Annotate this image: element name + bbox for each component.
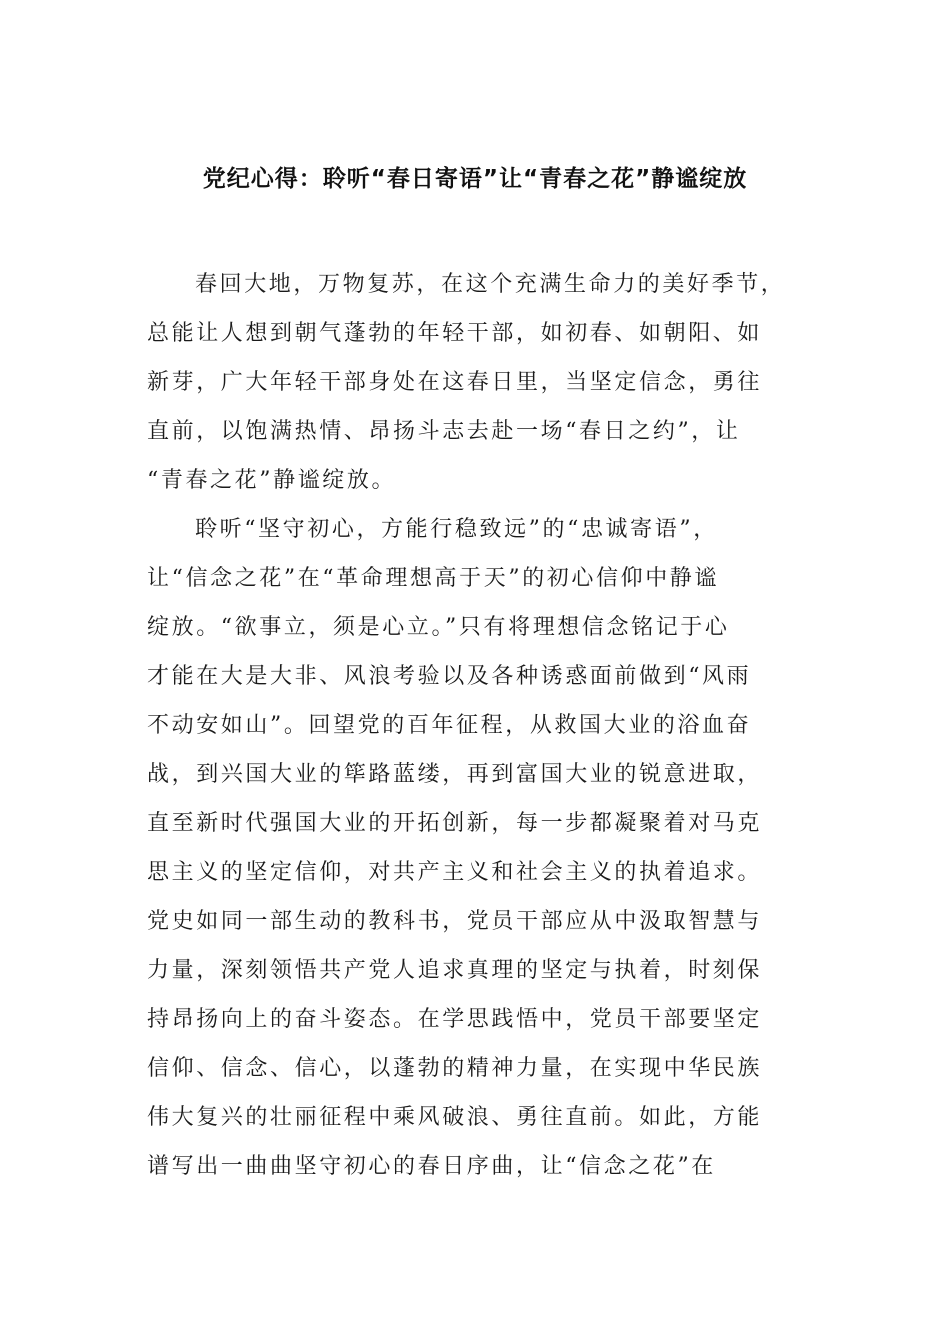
document-title: 党纪心得：聆听“春日寄语”让“青春之花”静谧绽放 xyxy=(202,166,748,192)
paragraph-2-line-11: 持昂扬向上的奋斗姿态。在学思践悟中，党员干部要坚定 xyxy=(147,1007,763,1032)
paragraph-2-line-3: 绽放。“欲事立，须是心立。”只有将理想信念铭记于心 xyxy=(147,615,730,640)
paragraph-2-line-6: 战，到兴国大业的筚路蓝缕，再到富国大业的锐意进取， xyxy=(147,762,763,787)
paragraph-2-line-10: 力量，深刻领悟共产党人追求真理的坚定与执着，时刻保 xyxy=(147,958,763,983)
paragraph-2-line-7: 直至新时代强国大业的开拓创新，每一步都凝聚着对马克 xyxy=(147,811,763,836)
paragraph-2-line-1: 聆听“坚守初心，方能行稳致远”的“忠诚寄语”， xyxy=(195,517,718,542)
paragraph-1-line-2: 总能让人想到朝气蓬勃的年轻干部，如初春、如朝阳、如 xyxy=(147,321,763,346)
paragraph-2-line-14: 谱写出一曲曲坚守初心的春日序曲，让“信念之花”在 xyxy=(147,1154,716,1179)
paragraph-2-line-2: 让“信念之花”在“革命理想高于天”的初心信仰中静谧 xyxy=(147,566,719,591)
paragraph-2-line-8: 思主义的坚定信仰，对共产主义和社会主义的执着追求。 xyxy=(147,860,763,885)
paragraph-2-line-13: 伟大复兴的壮丽征程中乘风破浪、勇往直前。如此，方能 xyxy=(147,1105,763,1130)
paragraph-1-line-4: 直前，以饱满热情、昂扬斗志去赴一场“春日之约”，让 xyxy=(147,419,741,444)
paragraph-2-line-5: 不动安如山”。回望党的百年征程，从救国大业的浴血奋 xyxy=(147,713,752,738)
paragraph-1-line-5: “青春之花”静谧绽放。 xyxy=(147,468,397,493)
paragraph-2-line-9: 党史如同一部生动的教科书，党员干部应从中汲取智慧与 xyxy=(147,909,763,934)
paragraph-1-line-3: 新芽，广大年轻干部身处在这春日里，当坚定信念，勇往 xyxy=(147,370,763,395)
paragraph-2-line-12: 信仰、信念、信心，以蓬勃的精神力量，在实现中华民族 xyxy=(147,1056,763,1081)
paragraph-1-line-1: 春回大地，万物复苏，在这个充满生命力的美好季节， xyxy=(195,272,786,297)
paragraph-2-line-4: 才能在大是大非、风浪考验以及各种诱惑面前做到“风雨 xyxy=(147,664,752,689)
document-body xyxy=(147,260,837,1191)
